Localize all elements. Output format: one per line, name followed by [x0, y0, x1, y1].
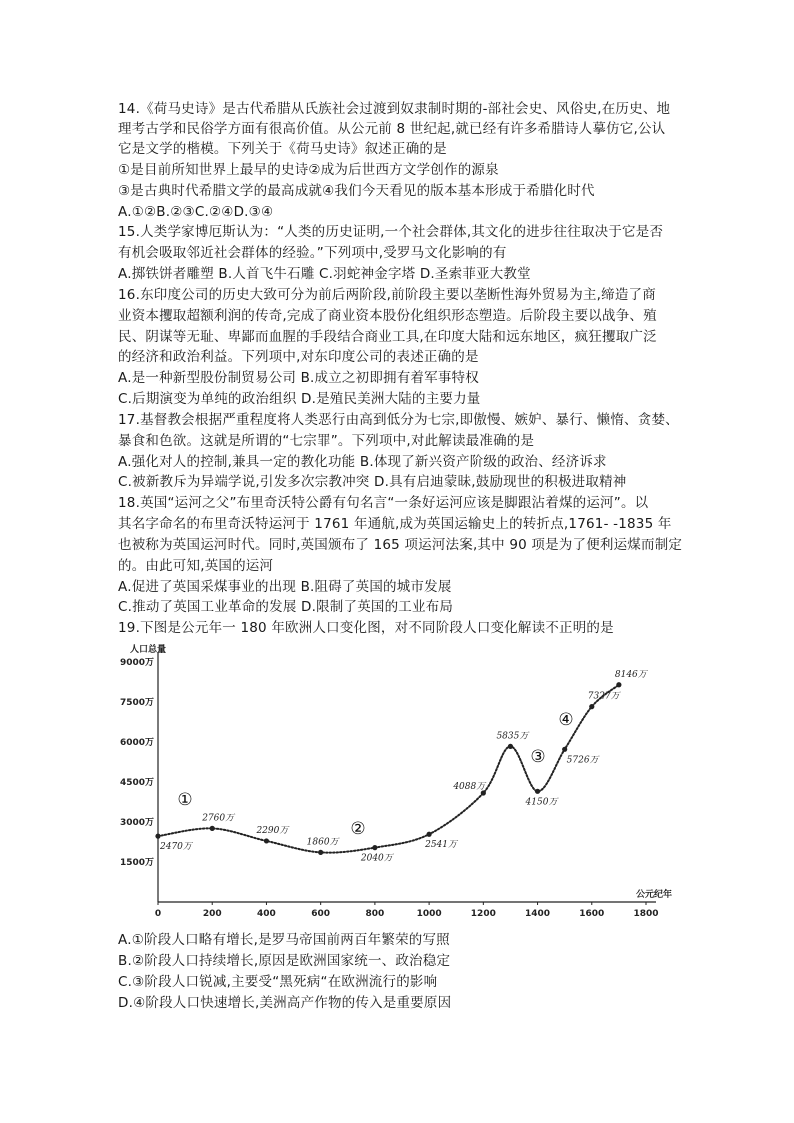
- x-tick-label: 1000: [416, 909, 442, 919]
- q16-line-2: 业资本攫取超额利润的传奇,完成了商业资本股份化组织形态塑造。后阶段主要以战争、殖: [118, 308, 657, 324]
- q18-line-2: 其名字命名的布里奇沃特运河于 1761 年通航,成为英国运输史上的转折点,1761- -1835 年: [118, 516, 672, 532]
- q19-stem: 19.下图是公元年一 180 年欧洲人口变化图，对不同阶段人口变化解读不正明的是: [118, 620, 614, 636]
- data-label: 2541万: [425, 840, 458, 851]
- y-tick-label: 6000万: [119, 738, 154, 748]
- data-point: [155, 834, 160, 839]
- q19-option-a: A.①阶段人口略有增长,是罗马帝国前两百年繁荣的写照: [118, 932, 450, 948]
- q15-line-1: 15.人类学家博厄斯认为：“人类的历史证明,一个社会群体,其文化的进步往往取决于它是否: [118, 224, 664, 240]
- chart-series: [155, 682, 621, 855]
- q16-line-4: 的经济和政治利益。下列项中,对东印度公司的表述正确的是: [118, 349, 479, 365]
- y-tick-label: 7500万: [119, 698, 154, 708]
- data-point: [589, 704, 594, 709]
- x-tick-label: 1800: [633, 909, 659, 919]
- q16-option-ab: A.是一种新型股份制贸易公司 B.成立之初即拥有着军事特权: [118, 370, 479, 386]
- data-label: 5835万: [496, 731, 529, 742]
- chart-tick-labels: [120, 657, 659, 919]
- x-tick-label: 800: [365, 909, 385, 919]
- x-tick-label: 0: [154, 909, 162, 919]
- x-tick-label: 600: [311, 909, 331, 919]
- q16-line-1: 16.东印度公司的历史大致可分为前后两阶段,前阶段主要以垄断性海外贸易为主,缔造了商: [118, 287, 656, 303]
- q14-line-3: 它是文学的楷模。下列关于《荷马史诗》叙述正确的是: [118, 141, 447, 157]
- q17-line-2: 暴食和色欲。这就是所谓的“七宗罪”。下列项中,对此解读最准确的是: [118, 433, 535, 449]
- stage-marker: ①: [177, 790, 193, 810]
- q16-option-cd: C.后期演变为单纯的政治组织 D.是殖民美洲大陆的主要力量: [118, 391, 481, 407]
- data-point: [562, 747, 567, 752]
- chart-data-labels: [159, 669, 649, 864]
- q17-option-cd: C.被新教斥为异端学说,引发多次宗教冲突 D.具有启迪蒙昧,鼓励现世的积极进取精神: [118, 474, 627, 490]
- data-point: [427, 832, 432, 837]
- stage-marker: ④: [558, 710, 574, 730]
- data-label: 2470万: [160, 842, 192, 853]
- q14-line-5: ③是古典时代希腊文学的最高成就④我们今天看见的版本基本形成于希腊化时代: [118, 183, 595, 199]
- q14-line-4: ①是目前所知世界上最早的史诗②成为后世西方文学创作的源泉: [118, 162, 499, 178]
- stage-marker: ③: [530, 747, 546, 767]
- x-tick-label: 1400: [525, 909, 551, 919]
- q14-line-2: 理考古学和民俗学方面有很高价值。从公元前 8 世纪起,就已经有许多希腊诗人摹仿它,公认: [118, 121, 666, 137]
- q19-option-b: B.②阶段人口持续增长,原因是欧洲国家统一、政治稳定: [118, 953, 451, 969]
- y-axis-title: 人口总量: [130, 645, 167, 655]
- q18-option-ab: A.促进了英国采煤事业的出现 B.阻碍了英国的城市发展: [118, 579, 452, 595]
- q17-option-ab: A.强化对人的控制,兼具一定的教化功能 B.体现了新兴资产阶级的政治、经济诉求: [118, 454, 607, 470]
- chart-axes: [130, 643, 672, 902]
- data-label: 7327万: [587, 691, 620, 702]
- population-line: [158, 685, 619, 853]
- q19-option-d: D.④阶段人口快速增长,美洲高产作物的传入是重要原因: [118, 995, 452, 1011]
- q17-line-1: 17.基督教会根据严重程度将人类恶行由高到低分为七宗,即傲慢、嫉妒、暴行、懒惰、贪婪、: [118, 412, 679, 428]
- y-tick-label: 1500万: [119, 858, 154, 868]
- chart-stage-markers: [177, 710, 573, 839]
- data-point: [616, 682, 621, 687]
- x-tick-label: 1200: [470, 909, 496, 919]
- q16-line-3: 民、阴谋等无耻、卑鄙而血腥的手段结合商业工具,在印度大陆和远东地区，疯狂攫取广泛: [118, 329, 657, 345]
- q18-line-4: 的。由此可知,英国的运河: [118, 558, 274, 574]
- x-tick-label: 400: [257, 909, 276, 919]
- data-label: 2760万: [202, 813, 235, 824]
- q15-line-2: 有机会吸取邻近社会群体的经验。”下列项中,受罗马文化影响的有: [118, 245, 507, 261]
- q15-options: A.掷铁饼者雕塑 B.人首飞牛石雕 C.羽蛇神金字塔 D.圣索菲亚大教堂: [118, 266, 531, 282]
- data-label: 2290万: [256, 825, 289, 836]
- q18-option-cd: C.推动了英国工业革命的发展 D.限制了英国的工业布局: [118, 599, 454, 615]
- data-point: [318, 850, 323, 855]
- data-label: 2040万: [360, 853, 393, 864]
- data-label: 1860万: [306, 837, 339, 848]
- x-tick-label: 200: [202, 909, 222, 919]
- y-tick-label: 3000万: [119, 818, 154, 828]
- data-point: [372, 845, 377, 850]
- q18-line-1: 18.英国“运河之父”布里奇沃特公爵有句名言“一条好运河应该是脚跟沾着煤的运河”。以: [118, 495, 649, 511]
- data-point: [264, 838, 269, 843]
- y-tick-label: 4500万: [119, 778, 154, 788]
- data-point: [535, 789, 540, 794]
- stage-marker: ②: [350, 819, 366, 839]
- data-point: [508, 744, 513, 749]
- population-chart: [118, 640, 678, 925]
- data-label: 8146万: [614, 669, 647, 680]
- y-tick-label: 9000万: [119, 658, 154, 668]
- data-label: 4088万: [453, 781, 486, 792]
- data-point: [210, 826, 215, 831]
- data-label: 5726万: [566, 755, 599, 766]
- q14-line-1: 14.《荷马史诗》是古代希腊从氏族社会过渡到奴隶制时期的-部社会史、风俗史,在历史、地: [118, 101, 671, 117]
- q14-options: A.①②B.②③C.②④D.③④: [118, 204, 274, 220]
- q18-line-3: 也被称为英国运河时代。同时,英国颁布了 165 项运河法案,其中 90 项是为了便利运煤而制定: [118, 537, 683, 553]
- data-label: 4150万: [525, 797, 558, 808]
- x-tick-label: 1600: [579, 909, 605, 919]
- population-chart-svg: [118, 640, 678, 925]
- x-axis-title: 公元纪年: [636, 890, 673, 900]
- q19-option-c: C.③阶段人口锐减,主要受“黑死病“在欧洲流行的影响: [118, 974, 438, 990]
